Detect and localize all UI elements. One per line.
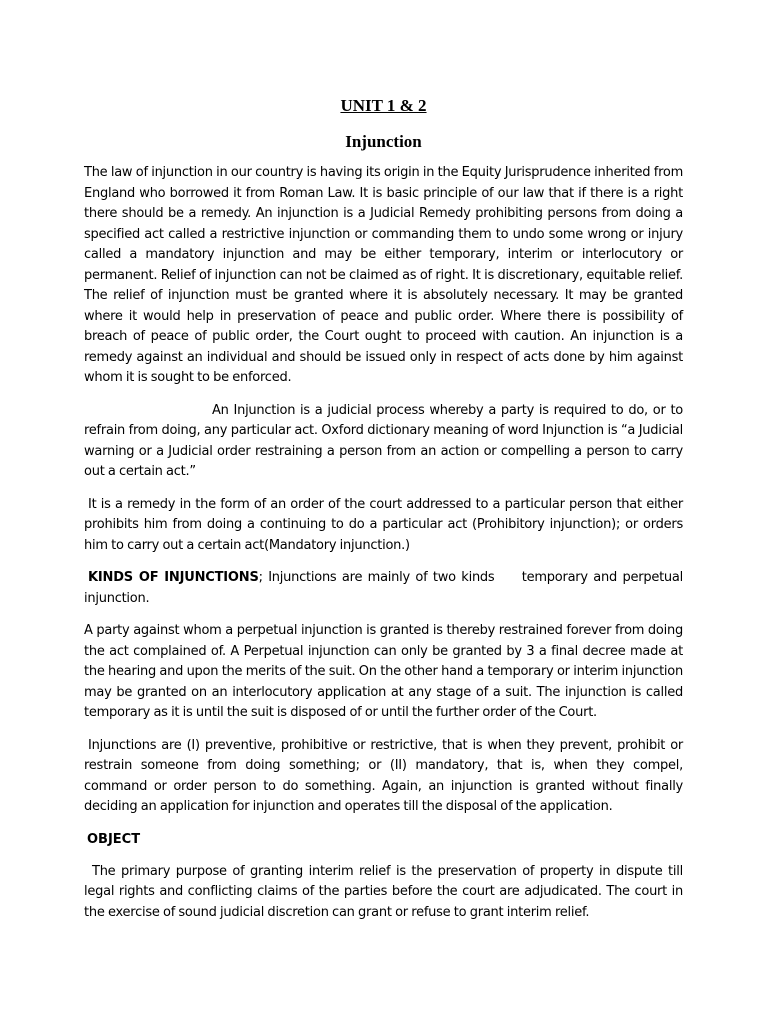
paragraph-definition: An Injunction is a judicial process whereby a party is required to do, or to refrain from doing, any particular act. Oxford dictionary meaning of word Injunction is “a Judicial warning or a Judicial order restraining a person from an action or compelling a person to carry out a certain act.”	[84, 402, 683, 479]
paragraph-remedy: It is a remedy in the form of an order of the court addressed to a particular person that either prohibits him from doing a continuing to do a particular act (Prohibitory injunction); or orders him to carry out a certain act(Mandatory injunction.)	[84, 496, 683, 553]
paragraph-perpetual: A party against whom a perpetual injunction is granted is thereby restrained forever from doing the act complained of. A Perpetual injunction can only be granted by 3 a final decree made at the hearing and upon the merits of the suit. On the other hand a temporary or interim injunction may be granted on an interlocutory application at any stage of a suit. The injunction is called temporary as it is until the suit is disposed of or until the further order of the Court.	[84, 623, 683, 720]
unit-title: UNIT 1 & 2	[340, 96, 427, 115]
kinds-heading: KINDS OF INJUNCTIONS	[88, 570, 259, 585]
kinds-text: ; Injunctions are mainly of two kinds temporary and perpetual injunction.	[84, 570, 683, 606]
paragraph-types: Injunctions are (I) preventive, prohibitive or restrictive, that is when they prevent, prohibit or restrain someone from doing something; or (II) mandatory, that is, when they compel, command or order person to do something. Again, an injunction is granted without finally deciding an application for injunction and operates till the disposal of the application.	[84, 737, 683, 814]
object-heading: OBJECT	[87, 831, 141, 847]
page-title: Injunction	[345, 132, 422, 151]
paragraph-object: The primary purpose of granting interim relief is the preservation of property in dispute till legal rights and conflicting claims of the parties before the court are adjudicated. The court in the exercise of sound judicial discretion can grant or refuse to grant interim relief.	[84, 863, 683, 920]
paragraph-kinds	[84, 568, 683, 609]
paragraph-origin: The law of injunction in our country is having its origin in the Equity Jurisprudence inherited from England who borrowed it from Roman Law. It is basic principle of our law that if there is a right there should be a remedy. An injunction is a Judicial Remedy prohibiting persons from doing a specified act called a restrictive injunction or commanding them to undo some wrong or injury called a mandatory injunction and may be either temporary, interim or interlocutory or permanent. Relief of injunction can not be claimed as of right. It is discretionary, equitable relief. The relief of injunction must be granted where it is absolutely necessary. It may be granted where it would help in preservation of peace and public order. Where there is possibility of breach of peace of public order, the Court ought to proceed with caution. An injunction is a remedy against an individual and should be issued only in respect of acts done by him against whom it is sought to be enforced.	[84, 165, 683, 385]
